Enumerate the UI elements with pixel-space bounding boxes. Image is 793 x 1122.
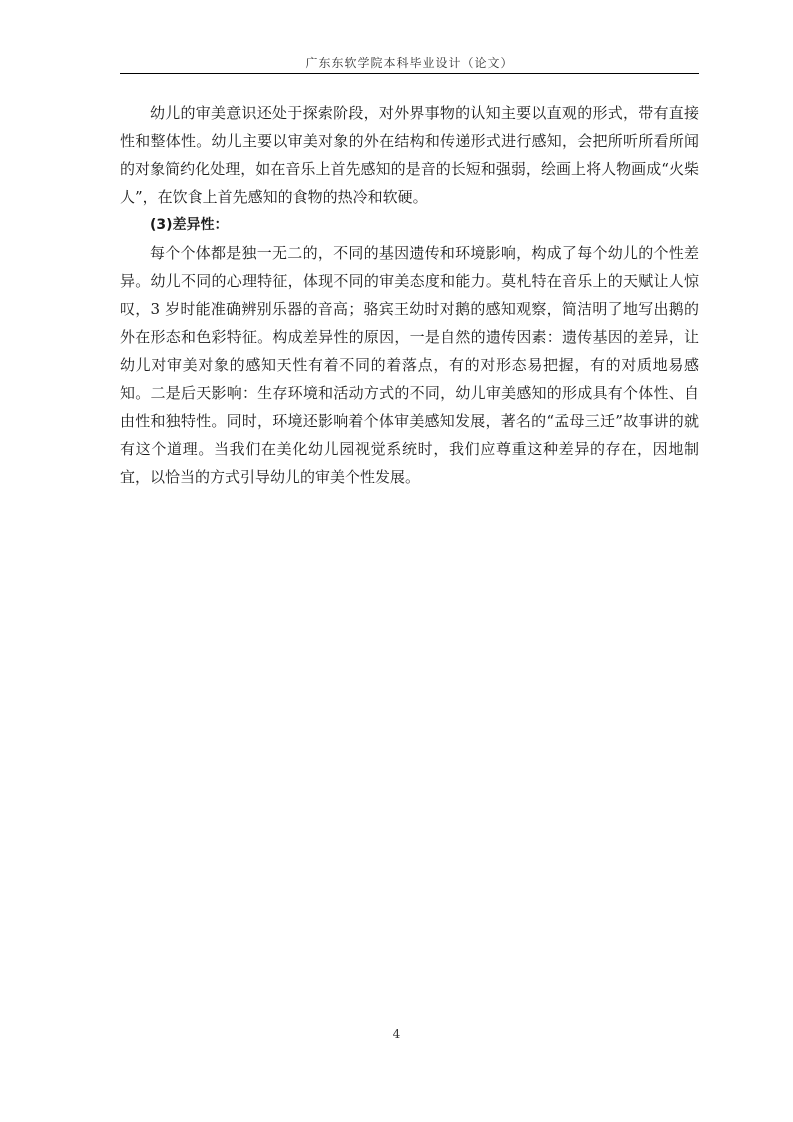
page-number: 4 [392,1027,401,1041]
body-paragraph-1: 幼儿的审美意识还处于探索阶段，对外界事物的认知主要以直观的形式，带有直接性和整体性。幼儿主要以审美对象的外在结构和传递形式进行感知，会把所听所看所闻的对象简约化处理，如在音乐上首先感知的是音的长短和强弱，绘画上将人物画成“火柴人”，在饮食上首先感知的食物的热冷和软硬。 [120,104,699,206]
body-paragraph-2: 每个个体都是独一无二的，不同的基因遗传和环境影响，构成了每个幼儿的个性差异。幼儿不同的心理特征，体现不同的审美态度和能力。莫札特在音乐上的天赋让人惊叹，3 岁时能准确辨别乐器的音高；骆宾王幼时对鹅的感知观察，简洁明了地写出鹅的外在形态和色彩特征。构成差异性的原因，一是自然的遗传因素：遗传基因的差异，让幼儿对审美对象的感知天性有着不同的着落点，有的对形态易把握，有的对质地易感知。二是后天影响：生存环境和活动方式的不同，幼儿审美感知的形成具有个体性、自由性和独特性。同时，环境还影响着个体审美感知发展，著名的“孟母三迁”故事讲的就有这个道理。当我们在美化幼儿园视觉系统时，我们应尊重这种差异的存在，因地制宜，以恰当的方式引导幼儿的审美个性发展。 [120,244,699,486]
header-divider [120,73,699,74]
section-subheading: (3)差异性： [150,217,229,233]
page-header: 广东东软学院本科毕业设计（论文） [305,56,514,70]
document-body [120,99,699,491]
